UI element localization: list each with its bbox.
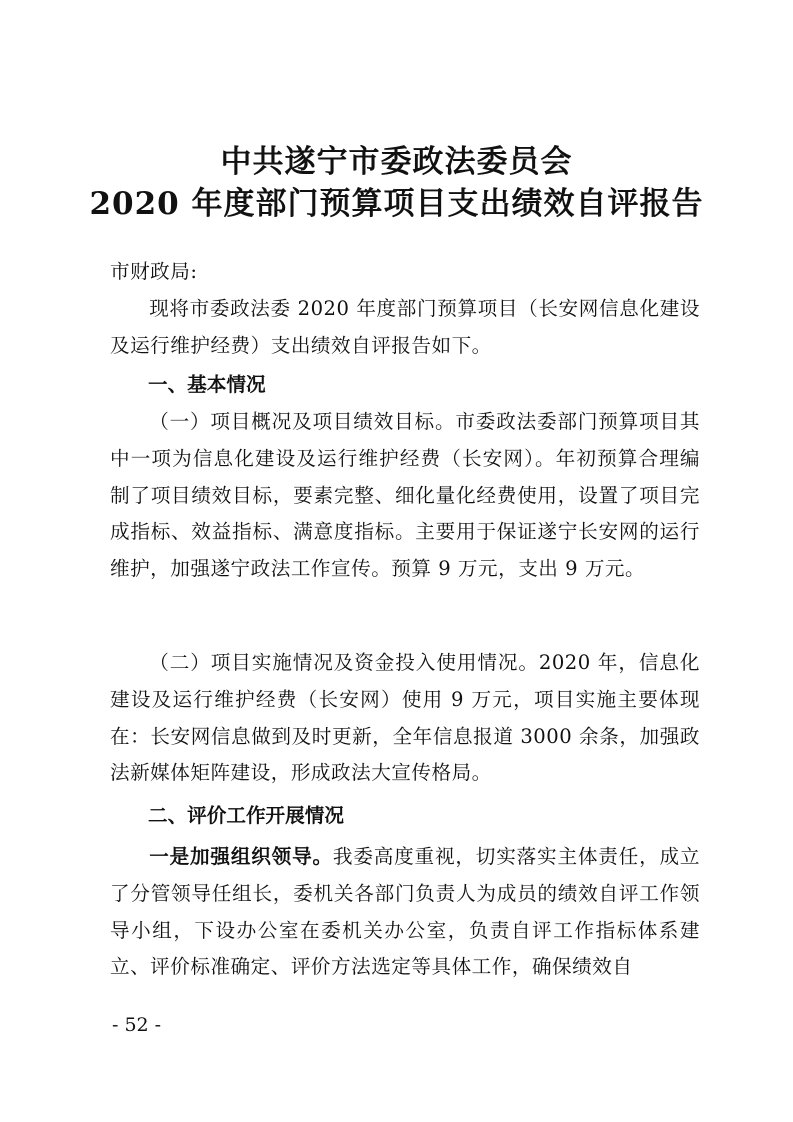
section2-paragraph1-text: 我委高度重视，切实落实主体责任，成立了分管领导任组长，委机关各部门负责人为成员的绩效自评工作领导小组，下设办公室在委机关办公室，负责自评工作指标体系建立、评价标准确定、评价方法选定等具体工作，确保绩效自	[110, 845, 701, 979]
section1-heading: 一、基本情况	[148, 373, 266, 396]
section2-paragraph1-lead: 一是加强组织领导。	[149, 845, 333, 868]
section2-heading: 二、评价工作开展情况	[148, 804, 344, 827]
intro-paragraph: 现将市委政法委 2020 年度部门预算项目（长安网信息化建设及运行维护经费）支出绩效自评报告如下。	[110, 297, 700, 357]
section1-item1-paragraph: （一）项目概况及项目绩效目标。市委政法委部门预算项目其中一项为信息化建设及运行维护经费（长安网）。年初预算合理编制了项目绩效目标，要素完整、细化量化经费使用，设置了项目完成指标、效益指标、满意度指标。主要用于保证遂宁长安网的运行维护，加强遂宁政法工作宣传。预算 9 万元，支出 9 万元。	[110, 410, 700, 581]
page-number: - 52 -	[112, 1014, 162, 1036]
document-title-line1: 中共遂宁市委政法委员会	[220, 144, 573, 180]
document-title-line2: 2020 年度部门预算项目支出绩效自评报告	[89, 186, 704, 222]
section1-item2-paragraph: （二）项目实施情况及资金投入使用情况。2020 年，信息化建设及运行维护经费（长安网）使用 9 万元，项目实施主要体现在：长安网信息做到及时更新，全年信息报道 3000 余条，加强政法新媒体矩阵建设，形成政法大宣传格局。	[110, 651, 700, 785]
section2-paragraph1	[110, 839, 700, 986]
salutation: 市财政局:	[110, 260, 198, 283]
